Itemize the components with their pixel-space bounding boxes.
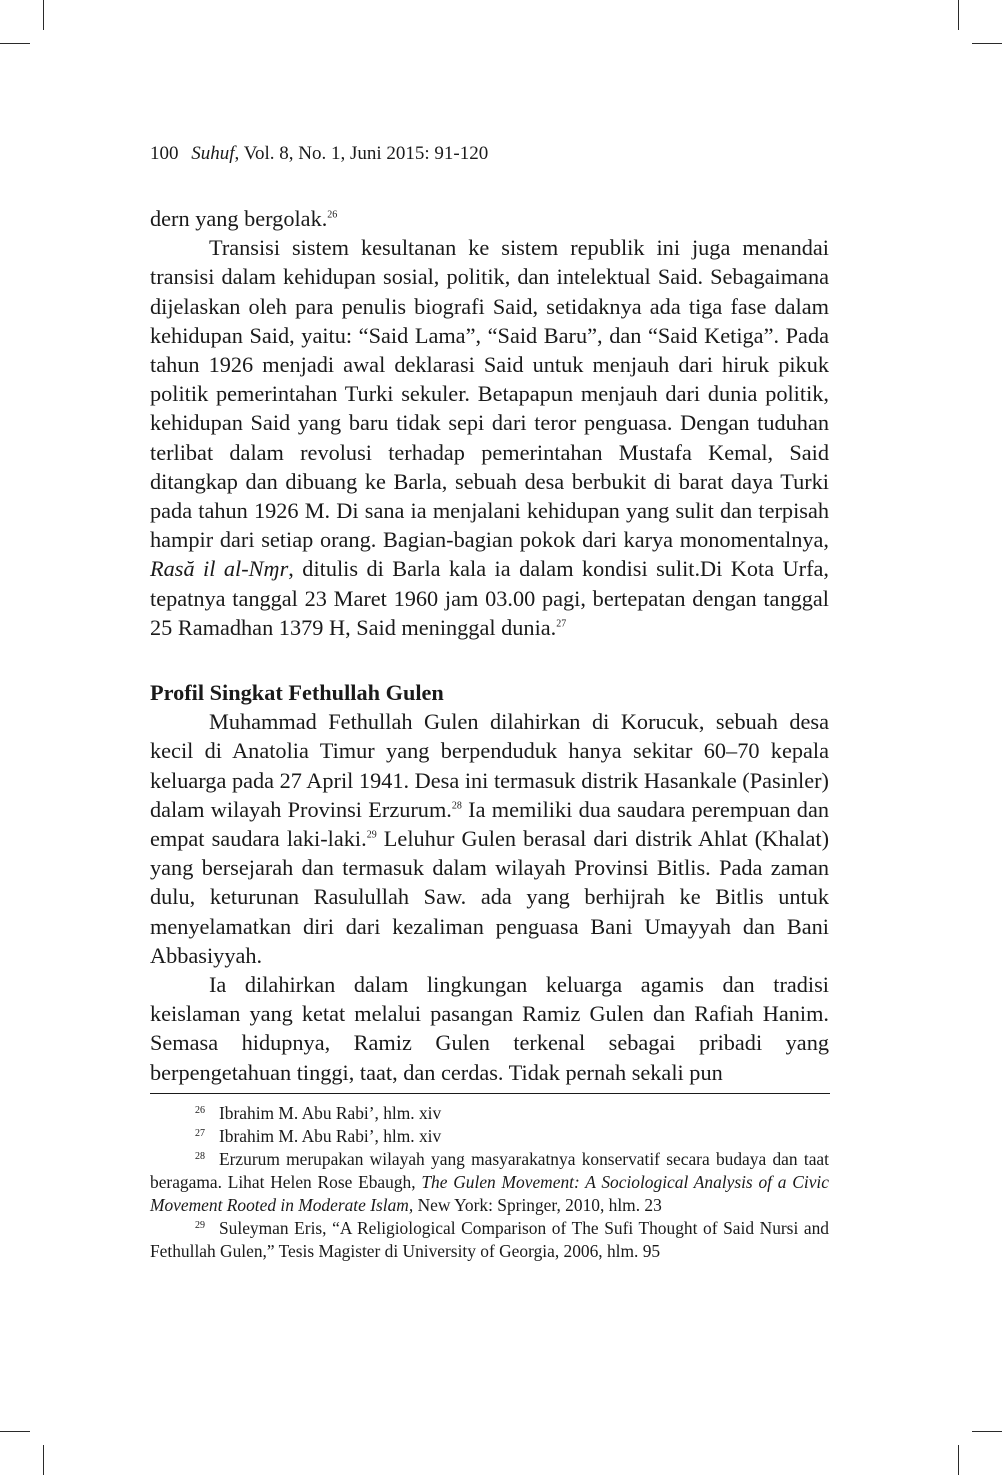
paragraph <box>150 970 829 1087</box>
crop-mark <box>0 43 30 44</box>
paragraph-text: Transisi sistem kesultanan ke sistem republik ini juga menandai transisi dalam kehidupan sosial, politik, dan intelektual Said. Sebagaimana dijelaskan oleh para penulis biografi Said, setidaknya ada tiga fase dalam kehidupan Said, yaitu: “Said Lama”, “Said Baru”, dan “Said Ketiga”. Pada tahun 1926 menjadi awal deklarasi Said untuk menjauh dari hiruk pikuk politik pemerintahan Turki sekuler. Betapapun menjauh dari dunia politik, kehidupan Said yang baru tidak sepi dari teror penguasa. Dengan tuduhan terlibat dalam revolusi terhadap pemerintahan Mustafa Kemal, Said ditangkap dan dibuang ke Barla, sebuah desa berbukit di barat daya Turki pada tahun 1926 M. Di sana ia menjalani kehidupan yang sulit dan terpisah hampir dari setiap orang. Bagian-bagian pokok dari karya monomentalnya, <box>150 235 829 553</box>
paragraph-text: Leluhur Gulen berasal dari distrik Ahlat (Khalat) yang bersejarah dan termasuk dalam wilayah Provinsi Bitlis. Pada zaman dulu, keturunan Rasulullah Saw. ada yang berhijrah ke Bitlis untuk menyelamatkan diri dari kezaliman penguasa Bani Umayyah dan Bani Abbasiyyah. <box>150 826 829 968</box>
footnote-book-title: The Gulen Movement: A Sociological Analysis of a Civic Movement Rooted in Moderate Islam, <box>150 1172 829 1216</box>
footnote-text: Ibrahim M. Abu Rabi’, hlm. xiv <box>219 1126 442 1147</box>
journal-citation: , Vol. 8, No. 1, Juni 2015: 91-120 <box>234 143 489 164</box>
paragraph <box>150 204 829 233</box>
footnote-number: 28 <box>195 1150 205 1162</box>
footnote-number: 27 <box>195 1127 205 1139</box>
crop-mark <box>958 0 959 30</box>
footnote <box>150 1217 829 1263</box>
crop-mark <box>0 1431 30 1432</box>
body-text <box>150 204 829 1087</box>
footnote <box>150 1102 829 1125</box>
section-heading: Profil Singkat Fethullah Gulen <box>150 680 444 706</box>
footnote-text: New York: Springer, 2010, hlm. 23 <box>413 1195 662 1216</box>
footnote-ref: 28 <box>451 800 462 812</box>
footnote-number: 26 <box>195 1104 205 1116</box>
paragraph-text: Ia memiliki dua saudara perempuan dan empat saudara laki-laki. <box>150 796 830 852</box>
footnote-text: Ibrahim M. Abu Rabi’, hlm. xiv <box>219 1103 442 1124</box>
italic-title: Rasă il al-Nɱr <box>150 556 289 582</box>
paragraph-text: Muhammad Fethullah Gulen dilahirkan di Korucuk, sebuah desa kecil di Anatolia Timur yang berpenduduk hanya sekitar 60–70 kepala keluarga pada 27 April 1941. Desa ini termasuk distrik Hasankale (Pasinler) dalam wilayah Provinsi Erzurum. <box>150 709 829 822</box>
crop-mark <box>972 43 1002 44</box>
footnote-ref: 26 <box>327 209 338 221</box>
footnote-ref: 29 <box>366 829 377 841</box>
footnote <box>150 1148 829 1217</box>
crop-mark <box>43 1445 44 1475</box>
footnote-divider <box>150 1093 830 1095</box>
page <box>150 140 829 1263</box>
footnote-number: 29 <box>195 1219 205 1231</box>
footnote-text: Erzurum merupakan wilayah yang masyarakatnya konservatif secara budaya dan taat beragama. Lihat Helen Rose Ebaugh, <box>150 1149 829 1193</box>
crop-mark <box>958 1445 959 1475</box>
crop-mark <box>972 1431 1002 1432</box>
paragraph <box>150 707 829 970</box>
paragraph <box>150 233 829 642</box>
page-number: 100 <box>150 143 179 164</box>
running-head <box>150 140 829 168</box>
footnote-text: Suleyman Eris, “A Religiological Comparison of The Sufi Thought of Said Nursi and Fethullah Gulen,” Tesis Magister di University of Georgia, 2006, hlm. 95 <box>150 1218 829 1262</box>
crop-mark <box>43 0 44 30</box>
footnotes <box>150 1102 829 1263</box>
footnote-ref: 27 <box>556 618 567 630</box>
footnote <box>150 1125 829 1148</box>
journal-name: Suhuf <box>191 143 235 164</box>
paragraph-text: dern yang bergolak. <box>150 206 328 231</box>
paragraph-text: Ia dilahirkan dalam lingkungan keluarga agamis dan tradisi keislaman yang ketat melalui pasangan Ramiz Gulen dan Rafiah Hanim. Semasa hidupnya, Ramiz Gulen terkenal sebagai pribadi yang berpengetahuan tinggi, taat, dan cerdas. Tidak pernah sekali pun <box>150 972 829 1085</box>
paragraph-text: , ditulis di Barla kala ia dalam kondisi sulit.Di Kota Urfa, tepatnya tanggal 23 Maret 1960 jam 03.00 pagi, bertepatan dengan tanggal 25 Ramadhan 1379 H, Said meninggal dunia. <box>150 556 829 640</box>
